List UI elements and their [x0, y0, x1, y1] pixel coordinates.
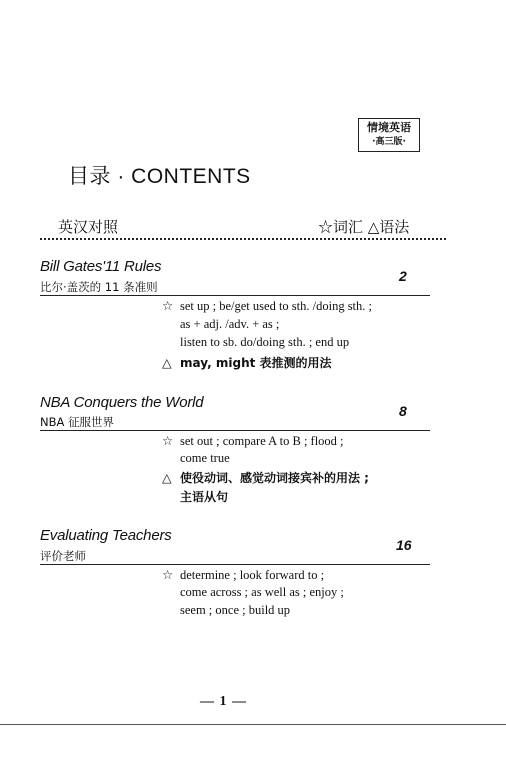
topic-line: [162, 451, 230, 466]
section-rule: [40, 295, 430, 296]
topic-text: as + adj. /adv. + as ;: [180, 317, 280, 331]
header-left: 英汉对照: [58, 218, 119, 236]
topic-text: determine ; look forward to ;: [180, 568, 325, 582]
topic-text: set up ; be/get used to sth. /doing sth. ;: [180, 299, 373, 313]
section-rule: [40, 564, 430, 565]
topic-text: come across ; as well as ; enjoy ;: [180, 585, 344, 599]
section-subtitle: NBA 征服世界: [40, 415, 115, 429]
section-title[interactable]: Bill Gates'11 Rules: [40, 258, 162, 275]
topic-line: [162, 335, 349, 350]
topic-text: come true: [180, 451, 230, 465]
topic-text: listen to sb. do/doing sth. ; end up: [180, 335, 350, 349]
topic-text: seem ; once ; build up: [180, 603, 291, 617]
section-page-number[interactable]: 8: [399, 403, 407, 419]
triangle-icon: △: [162, 471, 172, 485]
topic-text: may, might 表推测的用法: [180, 356, 332, 370]
topic-line: [162, 603, 290, 618]
topic-line: [162, 298, 372, 314]
topic-line: [162, 488, 228, 505]
section-title[interactable]: Evaluating Teachers: [40, 527, 172, 544]
section-rule: [40, 430, 430, 431]
page-title: 目录 · CONTENTS: [68, 165, 251, 188]
topic-line: [162, 433, 344, 449]
topic-line: [162, 585, 344, 600]
section-subtitle: 比尔·盖茨的 11 条准则: [40, 280, 158, 294]
topic-text: 使役动词、感觉动词接宾补的用法 ;: [180, 471, 369, 485]
triangle-icon: △: [162, 356, 172, 370]
dotted-divider: [40, 238, 446, 240]
topic-text: 主语从句: [180, 490, 229, 504]
section-page-number[interactable]: 16: [396, 537, 412, 553]
topic-line: [162, 354, 332, 371]
star-icon: ☆: [162, 434, 174, 448]
edition-badge: [358, 118, 420, 152]
section-subtitle: 评价老师: [40, 549, 86, 563]
section-page-number[interactable]: 2: [399, 268, 407, 284]
topic-line: [162, 567, 324, 583]
badge-subtitle: ·高三版·: [372, 137, 406, 147]
star-icon: ☆: [162, 568, 174, 582]
topic-line: [162, 469, 369, 486]
badge-title: 情境英语: [367, 121, 411, 134]
topic-text: set out ; compare A to B ; flood ;: [180, 434, 344, 448]
bottom-rule: [0, 724, 506, 725]
page-number-footer: — 1 —: [200, 694, 247, 709]
section-title[interactable]: NBA Conquers the World: [40, 394, 204, 411]
header-right: ☆词汇 △语法: [318, 218, 410, 236]
star-icon: ☆: [162, 299, 174, 313]
topic-line: [162, 317, 279, 332]
